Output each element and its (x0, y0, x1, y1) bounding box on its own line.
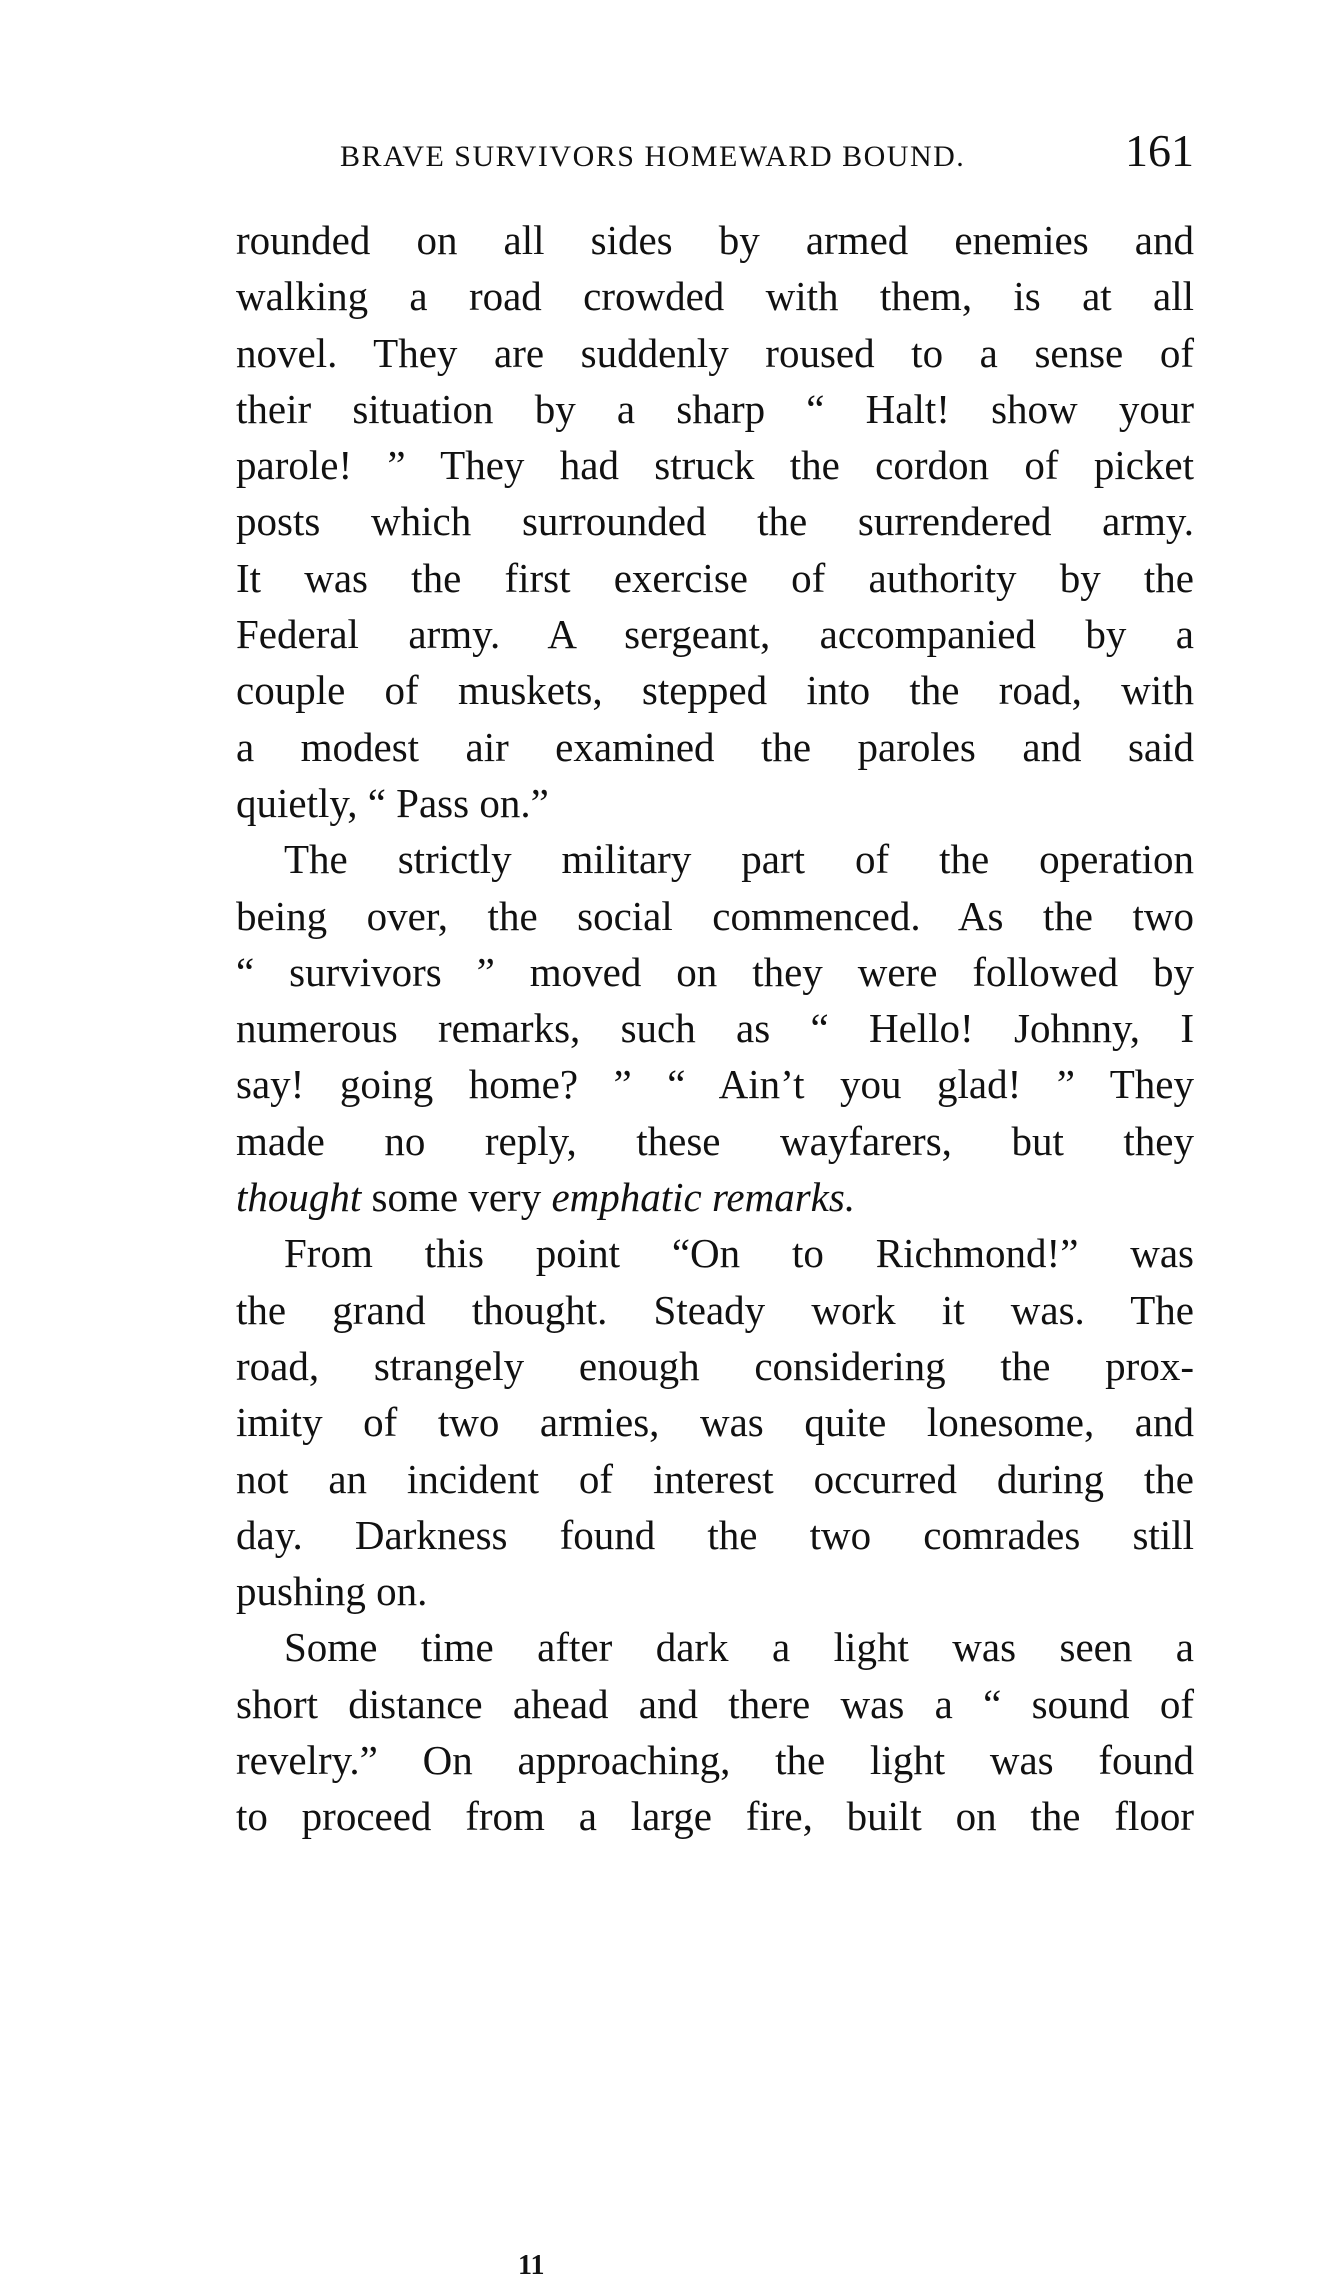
paragraph-start: The strictly military part of the operation (284, 836, 1194, 883)
text-line: quietly, “ Pass on.” (236, 779, 549, 826)
text-line: novel. They are suddenly roused to a sense of (236, 329, 1194, 376)
text-line: say! going home? ” “ Ain’t you glad! ” They (236, 1061, 1194, 1108)
text-line: day. Darkness found the two comrades still (236, 1511, 1194, 1558)
text-line: It was the first exercise of authority by the (236, 554, 1194, 601)
paragraph-start: Some time after dark a light was seen a (284, 1624, 1194, 1671)
text-line-emphasis (236, 1169, 1194, 1225)
text-line: revelry.” On approaching, the light was found (236, 1737, 1194, 1784)
text-line: short distance ahead and there was a “ sound of (236, 1680, 1194, 1727)
text-line: pushing on. (236, 1568, 428, 1615)
text-line: Federal army. A sergeant, accompanied by a (236, 611, 1194, 658)
text-line: the grand thought. Steady work it was. The (236, 1286, 1194, 1333)
text-line: a modest air examined the paroles and said (236, 723, 1194, 770)
signature-mark: 11 (518, 2250, 545, 2281)
body-text (236, 212, 1194, 1845)
text-line: couple of muskets, stepped into the road, with (236, 667, 1194, 714)
text-line: walking a road crowded with them, is at all (236, 273, 1194, 320)
italic-word: thought (236, 1174, 362, 1221)
text-line: posts which surrounded the surrendered army. (236, 498, 1194, 545)
text-line: imity of two armies, was quite lonesome, and (236, 1399, 1194, 1446)
text-line: to proceed from a large fire, built on the floor (236, 1793, 1194, 1840)
text-line: not an incident of interest occurred during the (236, 1455, 1194, 1502)
running-head (236, 118, 1194, 188)
text-line: road, strangely enough considering the prox- (236, 1342, 1194, 1389)
page-number: 161 (1125, 125, 1194, 176)
plain-words: some very (371, 1174, 542, 1221)
italic-phrase: emphatic remarks. (551, 1174, 856, 1221)
text-line: made no reply, these wayfarers, but they (236, 1117, 1194, 1164)
text-line: their situation by a sharp “ Halt! show your (236, 385, 1194, 432)
text-line: being over, the social commenced. As the two (236, 892, 1194, 939)
text-line: “ survivors ” moved on they were followed by (236, 948, 1194, 995)
text-line: parole! ” They had struck the cordon of picket (236, 442, 1194, 489)
paragraph-start: From this point “On to Richmond!” was (284, 1230, 1194, 1277)
text-line: numerous remarks, such as “ Hello! Johnny, I (236, 1005, 1194, 1052)
text-line: rounded on all sides by armed enemies and (236, 217, 1194, 263)
running-title: BRAVE SURVIVORS HOMEWARD BOUND. (340, 140, 966, 173)
